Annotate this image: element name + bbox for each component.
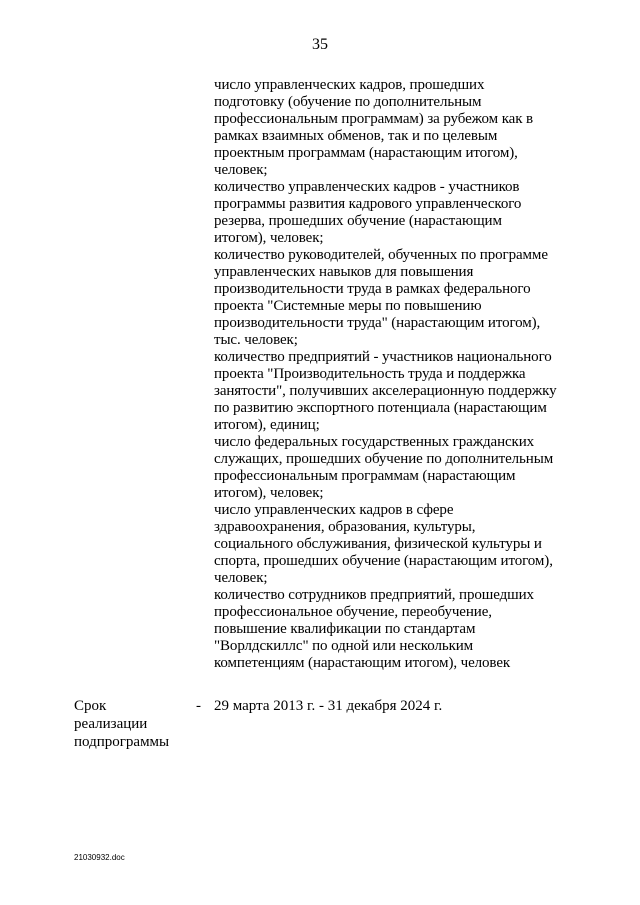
- indicator-line: социального обслуживания, физической культуры и: [214, 536, 542, 552]
- indicator-line: профессиональным программам) за рубежом как в: [214, 111, 534, 127]
- term-label-line: подпрограммы: [74, 734, 170, 750]
- indicator-line: итогом), человек;: [214, 230, 324, 246]
- indicator-line: проекта "Производительность труда и поддержка: [214, 366, 526, 382]
- indicator-line: рамках взаимных обменов, так и по целевым: [214, 128, 498, 144]
- indicator-line: профессиональным программам (нарастающим: [214, 468, 516, 484]
- indicator-list: [214, 77, 574, 672]
- indicator-line: служащих, прошедших обучение по дополнительным: [214, 451, 554, 467]
- indicator-line: спорта, прошедших обучение (нарастающим итогом),: [214, 553, 553, 569]
- indicator-line: по развитию экспортного потенциала (нарастающим: [214, 400, 547, 416]
- indicator-line: управленческих навыков для повышения: [214, 264, 474, 280]
- indicator-line: профессиональное обучение, переобучение,: [214, 604, 492, 620]
- indicator-line: тыс. человек;: [214, 332, 298, 348]
- indicator-line: проекта "Системные меры по повышению: [214, 298, 482, 314]
- indicator-line: количество предприятий - участников национального: [214, 349, 552, 365]
- indicator-line: число управленческих кадров, прошедших: [214, 77, 485, 93]
- indicator-line: повышение квалификации по стандартам: [214, 621, 476, 637]
- document-file-name: 21030932.doc: [74, 853, 125, 862]
- indicator-line: занятости", получивших акселерационную поддержку: [214, 383, 557, 399]
- indicator-line: производительности труда в рамках федерального: [214, 281, 531, 297]
- page-number: 35: [312, 36, 328, 53]
- indicator-line: итогом), единиц;: [214, 417, 320, 433]
- term-label: [74, 697, 184, 751]
- indicator-line: подготовку (обучение по дополнительным: [214, 94, 482, 110]
- indicator-line: человек;: [214, 162, 268, 178]
- indicator-line: количество управленческих кадров - участников: [214, 179, 520, 195]
- indicator-line: здравоохранения, образования, культуры,: [214, 519, 476, 535]
- term-label-line: реализации: [74, 716, 148, 732]
- indicator-line: компетенциям (нарастающим итогом), человек: [214, 655, 511, 671]
- term-dash: -: [196, 698, 201, 714]
- indicator-line: итогом), человек;: [214, 485, 324, 501]
- indicator-line: количество сотрудников предприятий, прошедших: [214, 587, 534, 603]
- indicator-line: человек;: [214, 570, 268, 586]
- indicator-line: проектным программам (нарастающим итогом),: [214, 145, 518, 161]
- indicator-line: "Ворлдскиллс" по одной или нескольким: [214, 638, 474, 654]
- indicator-line: число управленческих кадров в сфере: [214, 502, 454, 518]
- term-label-line: Срок: [74, 698, 107, 714]
- indicator-line: число федеральных государственных гражданских: [214, 434, 535, 450]
- indicator-line: количество руководителей, обученных по программе: [214, 247, 548, 263]
- term-value: 29 марта 2013 г. - 31 декабря 2024 г.: [214, 698, 443, 714]
- indicator-line: программы развития кадрового управленческого: [214, 196, 522, 212]
- indicator-line: резерва, прошедших обучение (нарастающим: [214, 213, 502, 229]
- indicator-line: производительности труда" (нарастающим итогом),: [214, 315, 541, 331]
